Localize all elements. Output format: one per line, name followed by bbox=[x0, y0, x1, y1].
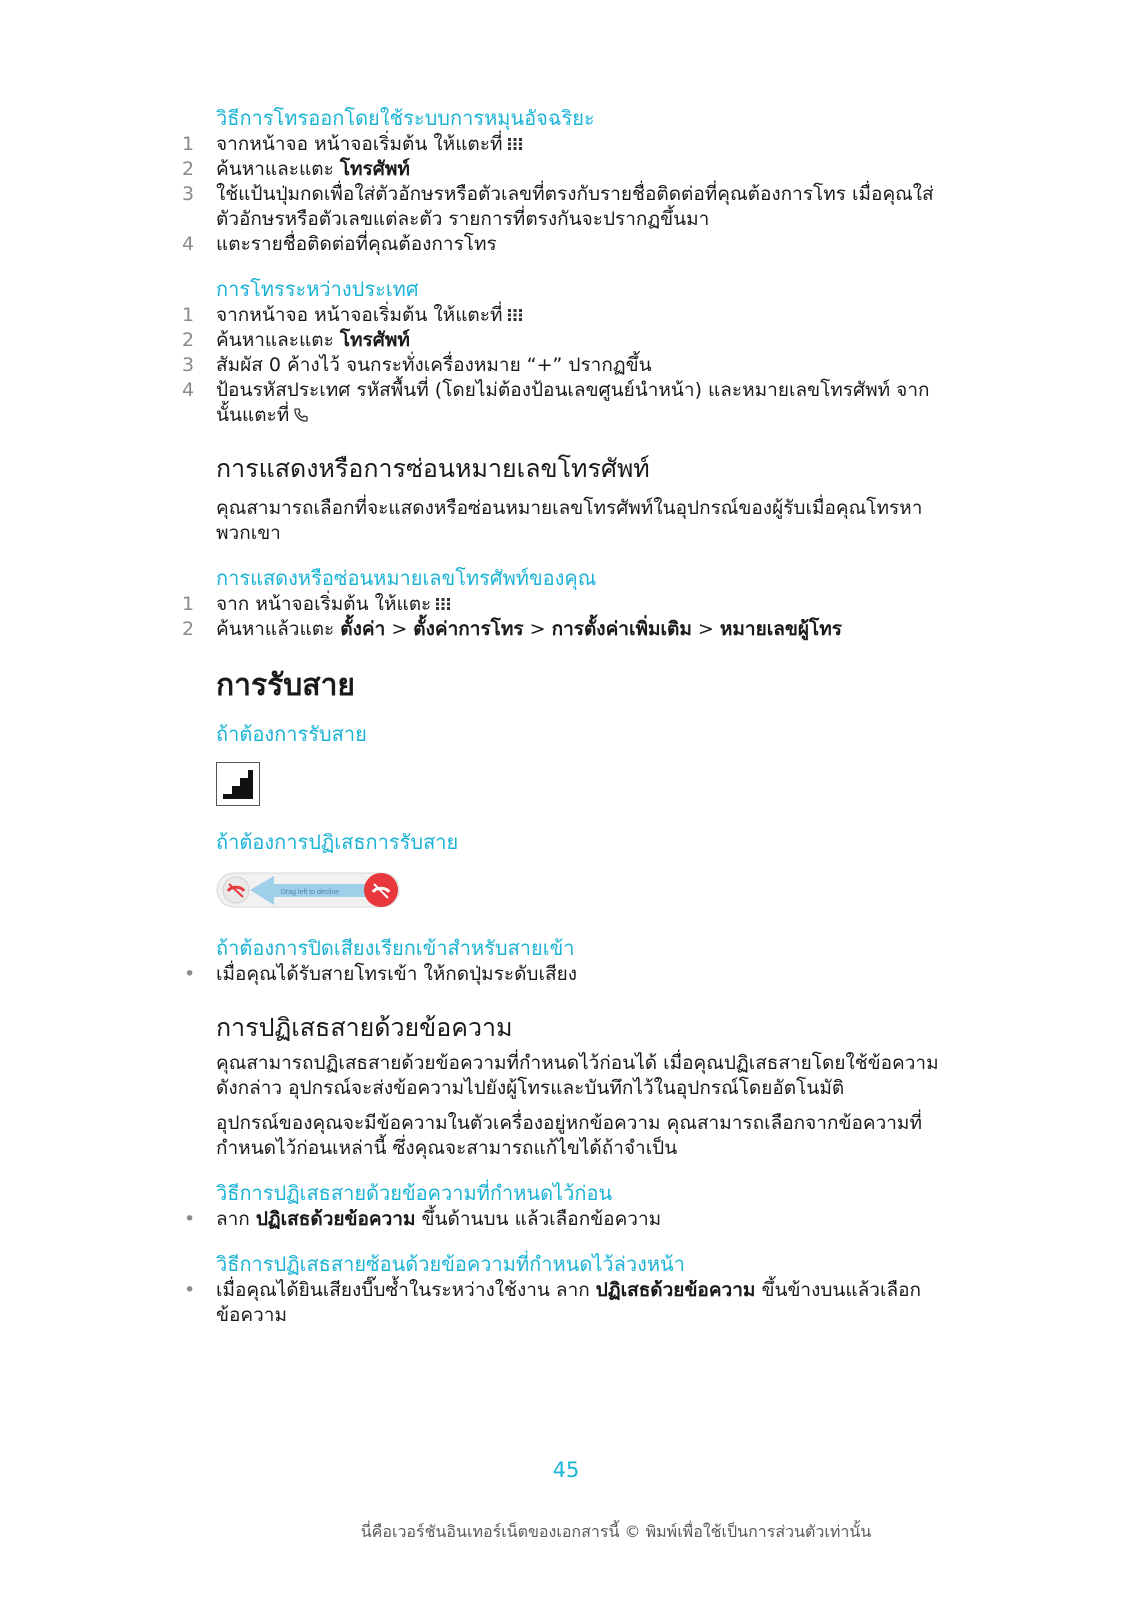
intl-call-steps bbox=[182, 303, 942, 428]
show-hide-heading: การแสดงหรือการซ่อนหมายเลขโทรศัพท์ bbox=[216, 454, 650, 483]
reject-subtitle-1: วิธีการปฏิเสธสายด้วยข้อความที่กำหนดไว้ก่อน bbox=[216, 1181, 613, 1205]
smart-dial-title: วิธีการโทรออกโดยใช้ระบบการหมุนอัจฉริยะ bbox=[216, 106, 595, 130]
apps-grid-icon bbox=[507, 137, 523, 151]
phone-call-icon bbox=[293, 407, 309, 423]
list-item: 2 ค้นหาและแตะ โทรศัพท์ bbox=[182, 329, 410, 351]
mute-bullets bbox=[182, 962, 942, 987]
answer-heading: การรับสาย bbox=[216, 668, 356, 703]
footer-note: นี่คือเวอร์ชันอินเทอร์เน็ตของเอกสารนี้ © พิมพ์เพื่อใช้เป็นการส่วนตัวเท่านั้น bbox=[360, 1522, 872, 1541]
stairs-icon bbox=[216, 762, 260, 806]
list-item: 2 ค้นหาและแตะ โทรศัพท์ bbox=[182, 158, 410, 180]
mute-subtitle: ถ้าต้องการปิดเสียงเรียกเข้าสำหรับสายเข้า bbox=[216, 936, 575, 960]
list-item: 1 จากหน้าจอ หน้าจอเริ่มต้น ให้แตะที่ bbox=[182, 303, 942, 328]
reject-bullets-1 bbox=[182, 1207, 942, 1232]
reject-paragraph-1: คุณสามารถปฏิเสธสายด้วยข้อความที่กำหนดไว้ก่อนได้ เมื่อคุณปฏิเสธสายโดยใช้ข้อความดังกล่าว อุปกรณ์จะส่งข้อความไปยังผู้โทรและบันทึกไว้ในอุปกรณ์โดยอัตโนมัติ bbox=[216, 1052, 939, 1099]
intl-call-title: การโทรระหว่างประเทศ bbox=[216, 277, 419, 301]
apps-grid-icon bbox=[435, 597, 451, 611]
show-hide-steps bbox=[182, 592, 942, 642]
apps-grid-icon bbox=[507, 308, 523, 322]
reject-subtitle-2: วิธีการปฏิเสธสายซ้อนด้วยข้อความที่กำหนดไว้ล่วงหน้า bbox=[216, 1252, 685, 1276]
list-item: • เมื่อคุณได้รับสายโทรเข้า ให้กดปุ่มระดับเสียง bbox=[184, 963, 577, 985]
page-number: 45 bbox=[552, 1458, 580, 1482]
list-item: 4 ป้อนรหัสประเทศ รหัสพื้นที่ (โดยไม่ต้องป้อนเลขศูนย์นำหน้า) และหมายเลขโทรศัพท์ จากนั้นแตะที่ bbox=[182, 379, 930, 426]
list-item: 1 จาก หน้าจอเริ่มต้น ให้แตะ bbox=[182, 592, 942, 617]
content bbox=[182, 104, 942, 1328]
decline-slider[interactable] bbox=[216, 870, 402, 912]
list-item: 4 แตะรายชื่อติดต่อที่คุณต้องการโทร bbox=[182, 233, 497, 255]
show-hide-paragraph: คุณสามารถเลือกที่จะแสดงหรือซ่อนหมายเลขโทรศัพท์ในอุปกรณ์ของผู้รับเมื่อคุณโทรหาพวกเขา bbox=[216, 497, 923, 544]
list-item: • ลาก ปฏิเสธด้วยข้อความ ขึ้นด้านบน แล้วเลือกข้อความ bbox=[184, 1208, 662, 1230]
list-item: 3 ใช้แป้นปุ่มกดเพื่อใส่ตัวอักษรหรือตัวเลขที่ตรงกับรายชื่อติดต่อที่คุณต้องการโทร เมื่อคุณใส่ตัวอักษรหรือตัวเลขแต่ละตัว รายการที่ตรงกันจะปรากฏขึ้นมา bbox=[182, 183, 934, 230]
decline-subtitle: ถ้าต้องการปฏิเสธการรับสาย bbox=[216, 830, 459, 854]
show-hide-subtitle: การแสดงหรือซ่อนหมายเลขโทรศัพท์ของคุณ bbox=[216, 566, 597, 590]
decline-hint: Drag left to decline bbox=[280, 889, 340, 896]
reject-heading: การปฏิเสธสายด้วยข้อความ bbox=[216, 1013, 513, 1042]
list-item: 1 จากหน้าจอ หน้าจอเริ่มต้น ให้แตะที่ bbox=[182, 132, 942, 157]
answer-subtitle: ถ้าต้องการรับสาย bbox=[216, 722, 367, 746]
reject-bullets-2 bbox=[182, 1278, 942, 1328]
list-item: • เมื่อคุณได้ยินเสียงบี๊บซ้ำในระหว่างใช้งาน ลาก ปฏิเสธด้วยข้อความ ขึ้นข้างบนแล้วเลือกข้อความ bbox=[184, 1279, 922, 1326]
list-item: 3 สัมผัส 0 ค้างไว้ จนกระทั่งเครื่องหมาย “+” ปรากฏขึ้น bbox=[182, 354, 652, 376]
list-item: 2 ค้นหาแล้วแตะ ตั้งค่า > ตั้งค่าการโทร > การตั้งค่าเพิ่มเติม > หมายเลขผู้โทร bbox=[182, 618, 842, 640]
smart-dial-steps bbox=[182, 132, 942, 257]
reject-paragraph-2: อุปกรณ์ของคุณจะมีข้อความในตัวเครื่องอยู่หกข้อความ คุณสามารถเลือกจากข้อความที่กำหนดไว้ก่อนเหล่านี้ ซึ่งคุณจะสามารถแก้ไขได้ถ้าจำเป็น bbox=[216, 1112, 922, 1159]
